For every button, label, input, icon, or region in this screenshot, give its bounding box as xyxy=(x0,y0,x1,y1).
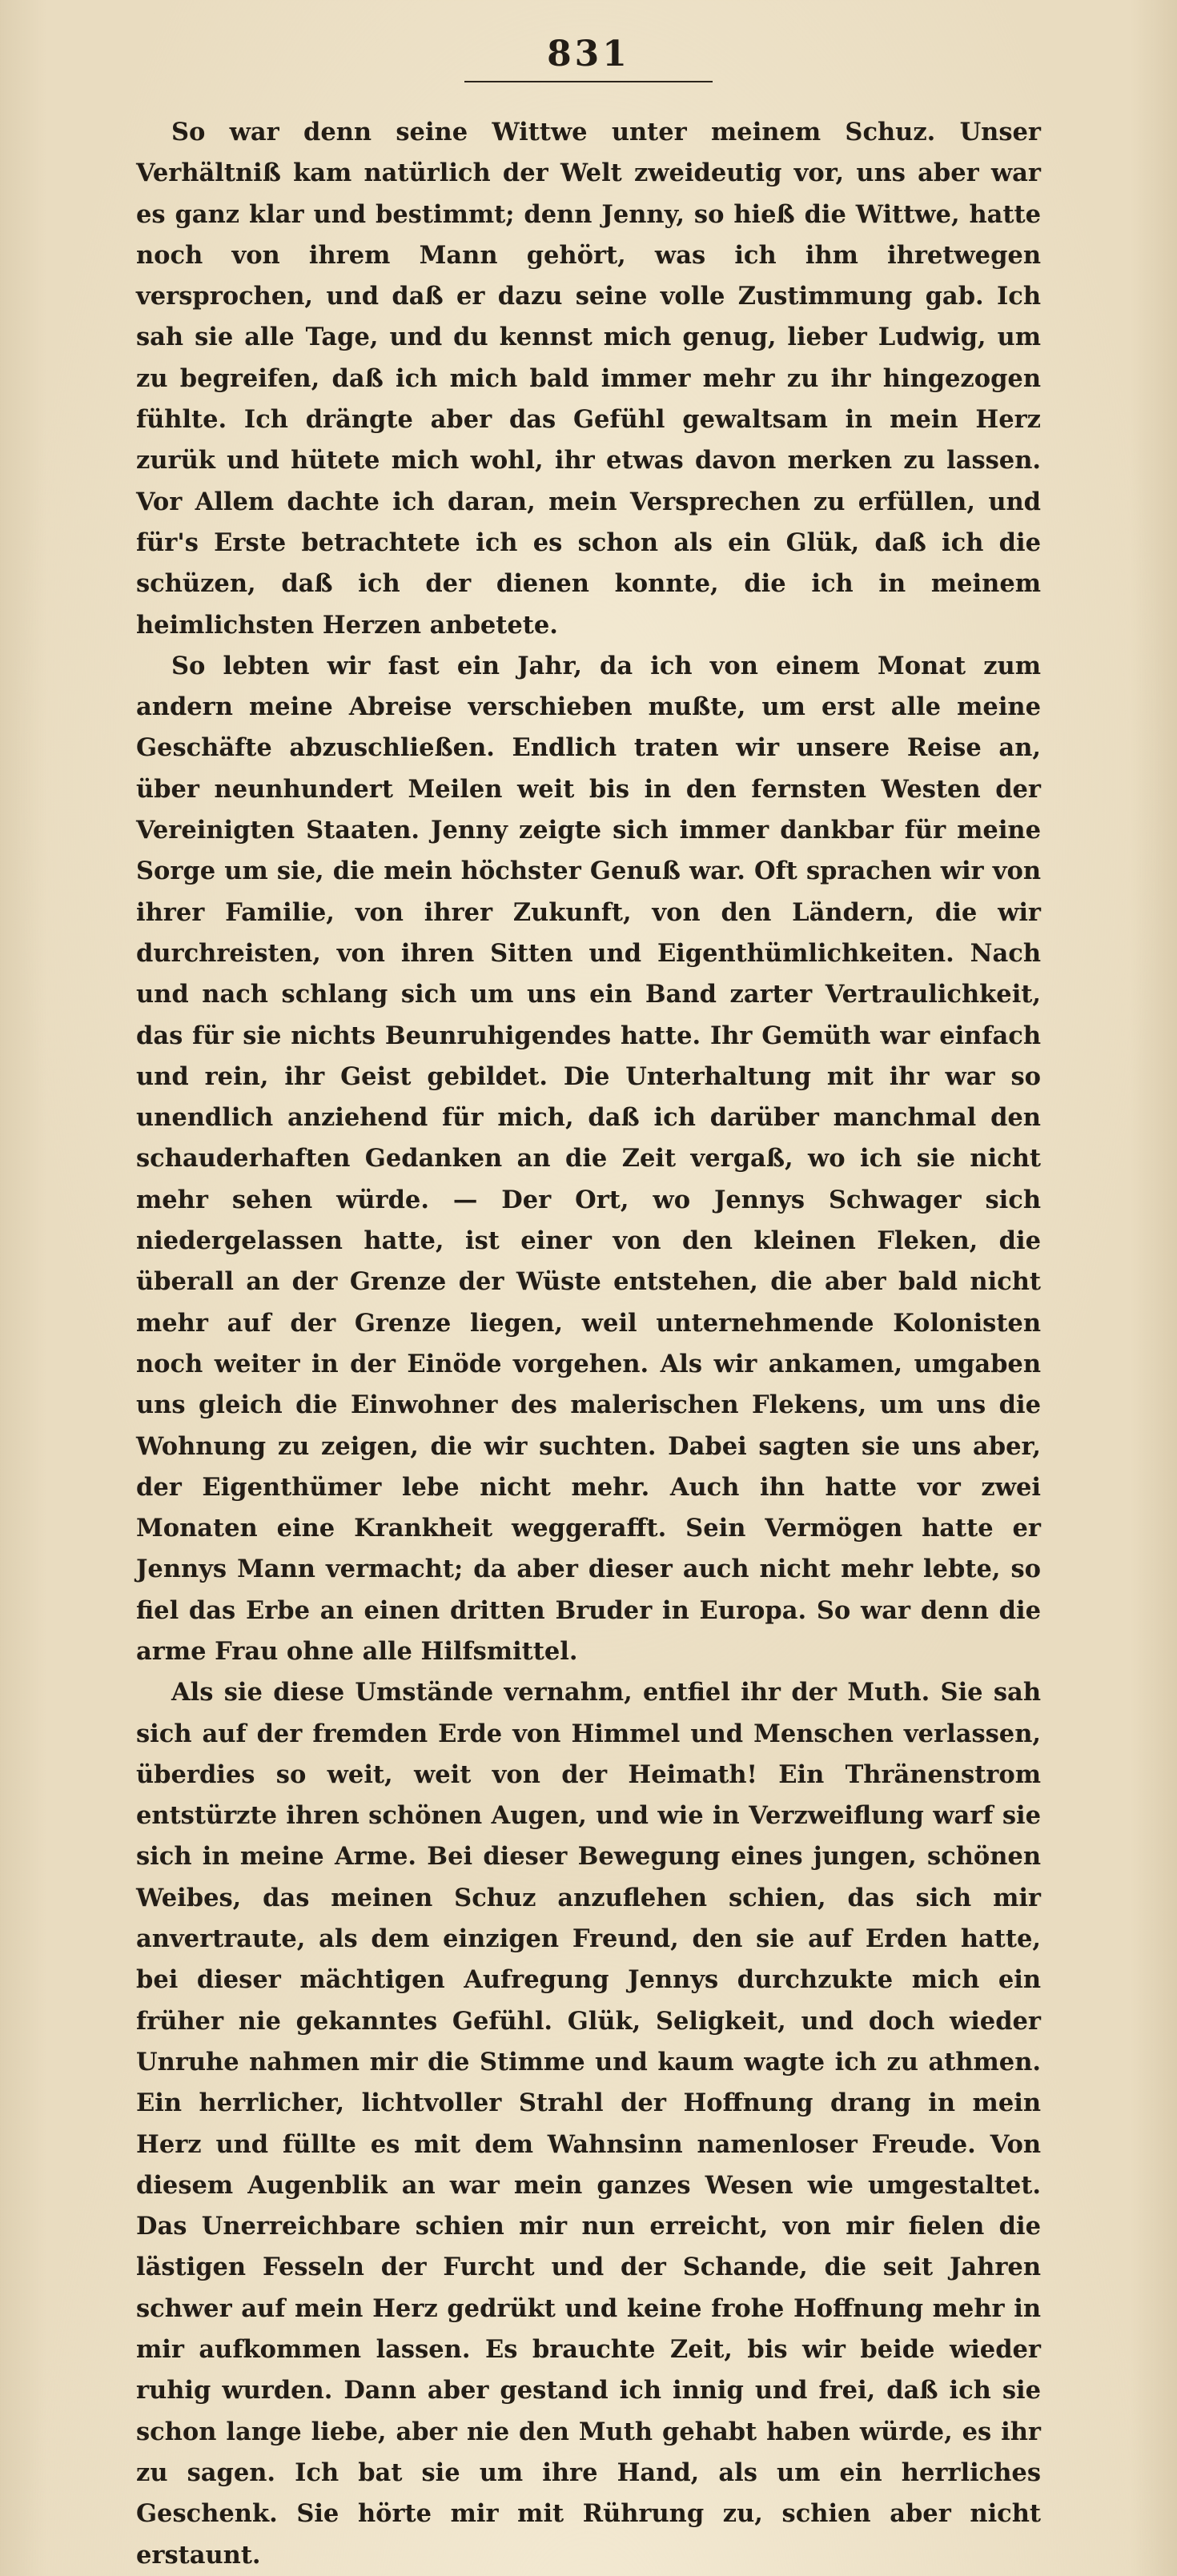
paragraph-1: So war denn seine Wittwe unter meinem Schuz. Unser Verhältniß kam natürlich der Welt zweideutig vor, uns aber war es ganz klar und bestimmt; denn Jenny, so hieß die Wittwe, hatte noch von ihrem Mann gehört, was ich ihm ihretwegen versprochen, und daß er dazu seine volle Zustimmung gab. Ich sah sie alle Tage, und du kennst mich genug, lieber Ludwig, um zu begreifen, daß ich mich bald immer mehr zu ihr hingezogen fühlte. Ich drängte aber das Gefühl gewaltsam in mein Herz zurük und hütete mich wohl, ihr etwas davon merken zu lassen. Vor Allem dachte ich daran, mein Versprechen zu erfüllen, und für's Erste betrachtete ich es schon als ein Glük, daß ich die schüzen, daß ich der dienen konnte, die ich in meinem heimlichsten Herzen anbetete. xyxy=(136,118,1041,640)
body-text xyxy=(136,112,1041,2576)
page-number: 831 xyxy=(547,34,630,74)
paragraph-3: Als sie diese Umstände vernahm, entfiel ihr der Muth. Sie sah sich auf der fremden Erde von Himmel und Menschen verlassen, überdies so weit, weit von der Heimath! Ein Thränenstrom entstürzte ihren schönen Augen, und wie in Verzweiflung warf sie sich in meine Arme. Bei dieser Bewegung eines jungen, schönen Weibes, das meinen Schuz anzuflehen schien, das sich mir anvertraute, als dem einzigen Freund, den sie auf Erden hatte, bei dieser mächtigen Aufregung Jennys durchzukte mich ein früher nie gekanntes Gefühl. Glük, Seligkeit, und doch wieder Unruhe nahmen mir die Stimme und kaum wagte ich zu athmen. Ein herrlicher, lichtvoller Strahl der Hoffnung drang in mein Herz und füllte es mit dem Wahnsinn namenloser Freude. Von diesem Augenblik an war mein ganzes Wesen wie umgestaltet. Das Unerreichbare schien mir nun erreicht, von mir fielen die lästigen Fesseln der Furcht und der Schande, die seit Jahren schwer auf mein Herz gedrükt und keine frohe Hoffnung mehr in mir aufkommen lassen. Es brauchte Zeit, bis wir beide wieder ruhig wurden. Dann aber gestand ich innig und frei, daß ich sie schon lange liebe, aber nie den Muth gehabt haben würde, es ihr zu sagen. Ich bat sie um ihre Hand, als um ein herrliches Geschenk. Sie hörte mir mit Rührung zu, schien aber nicht erstaunt. xyxy=(136,1678,1041,2570)
header-rule xyxy=(464,81,713,82)
paragraph-2: So lebten wir fast ein Jahr, da ich von einem Monat zum andern meine Abreise verschieben mußte, um erst alle meine Geschäfte abzuschließen. Endlich traten wir unsere Reise an, über neunhundert Meilen weit bis in den fernsten Westen der Vereinigten Staaten. Jenny zeigte sich immer dankbar für meine Sorge um sie, die mein höchster Genuß war. Oft sprachen wir von ihrer Familie, von ihrer Zukunft, von den Ländern, die wir durchreisten, von ihren Sitten und Eigenthümlichkeiten. Nach und nach schlang sich um uns ein Band zarter Vertraulichkeit, das für sie nichts Beunruhigendes hatte. Ihr Gemüth war einfach und rein, ihr Geist gebildet. Die Unterhaltung mit ihr war so unendlich anziehend für mich, daß ich darüber manchmal den schauderhaften Gedanken an die Zeit vergaß, wo ich sie nicht mehr sehen würde. — Der Ort, wo Jennys Schwager sich niedergelassen hatte, ist einer von den kleinen Fleken, die überall an der Grenze der Wüste entstehen, die aber bald nicht mehr auf der Grenze liegen, weil unternehmende Kolonisten noch weiter in der Einöde vorgehen. Als wir ankamen, umgaben uns gleich die Einwohner des malerischen Flekens, um uns die Wohnung zu zeigen, die wir suchten. Dabei sagten sie uns aber, der Eigenthümer lebe nicht mehr. Auch ihn hatte vor zwei Monaten eine Krankheit weggerafft. Sein Vermögen hatte er Jennys Mann vermacht; da aber dieser auch nicht mehr lebte, so fiel das Erbe an einen dritten Bruder in Europa. So war denn die arme Frau ohne alle Hilfsmittel. xyxy=(136,651,1041,1666)
